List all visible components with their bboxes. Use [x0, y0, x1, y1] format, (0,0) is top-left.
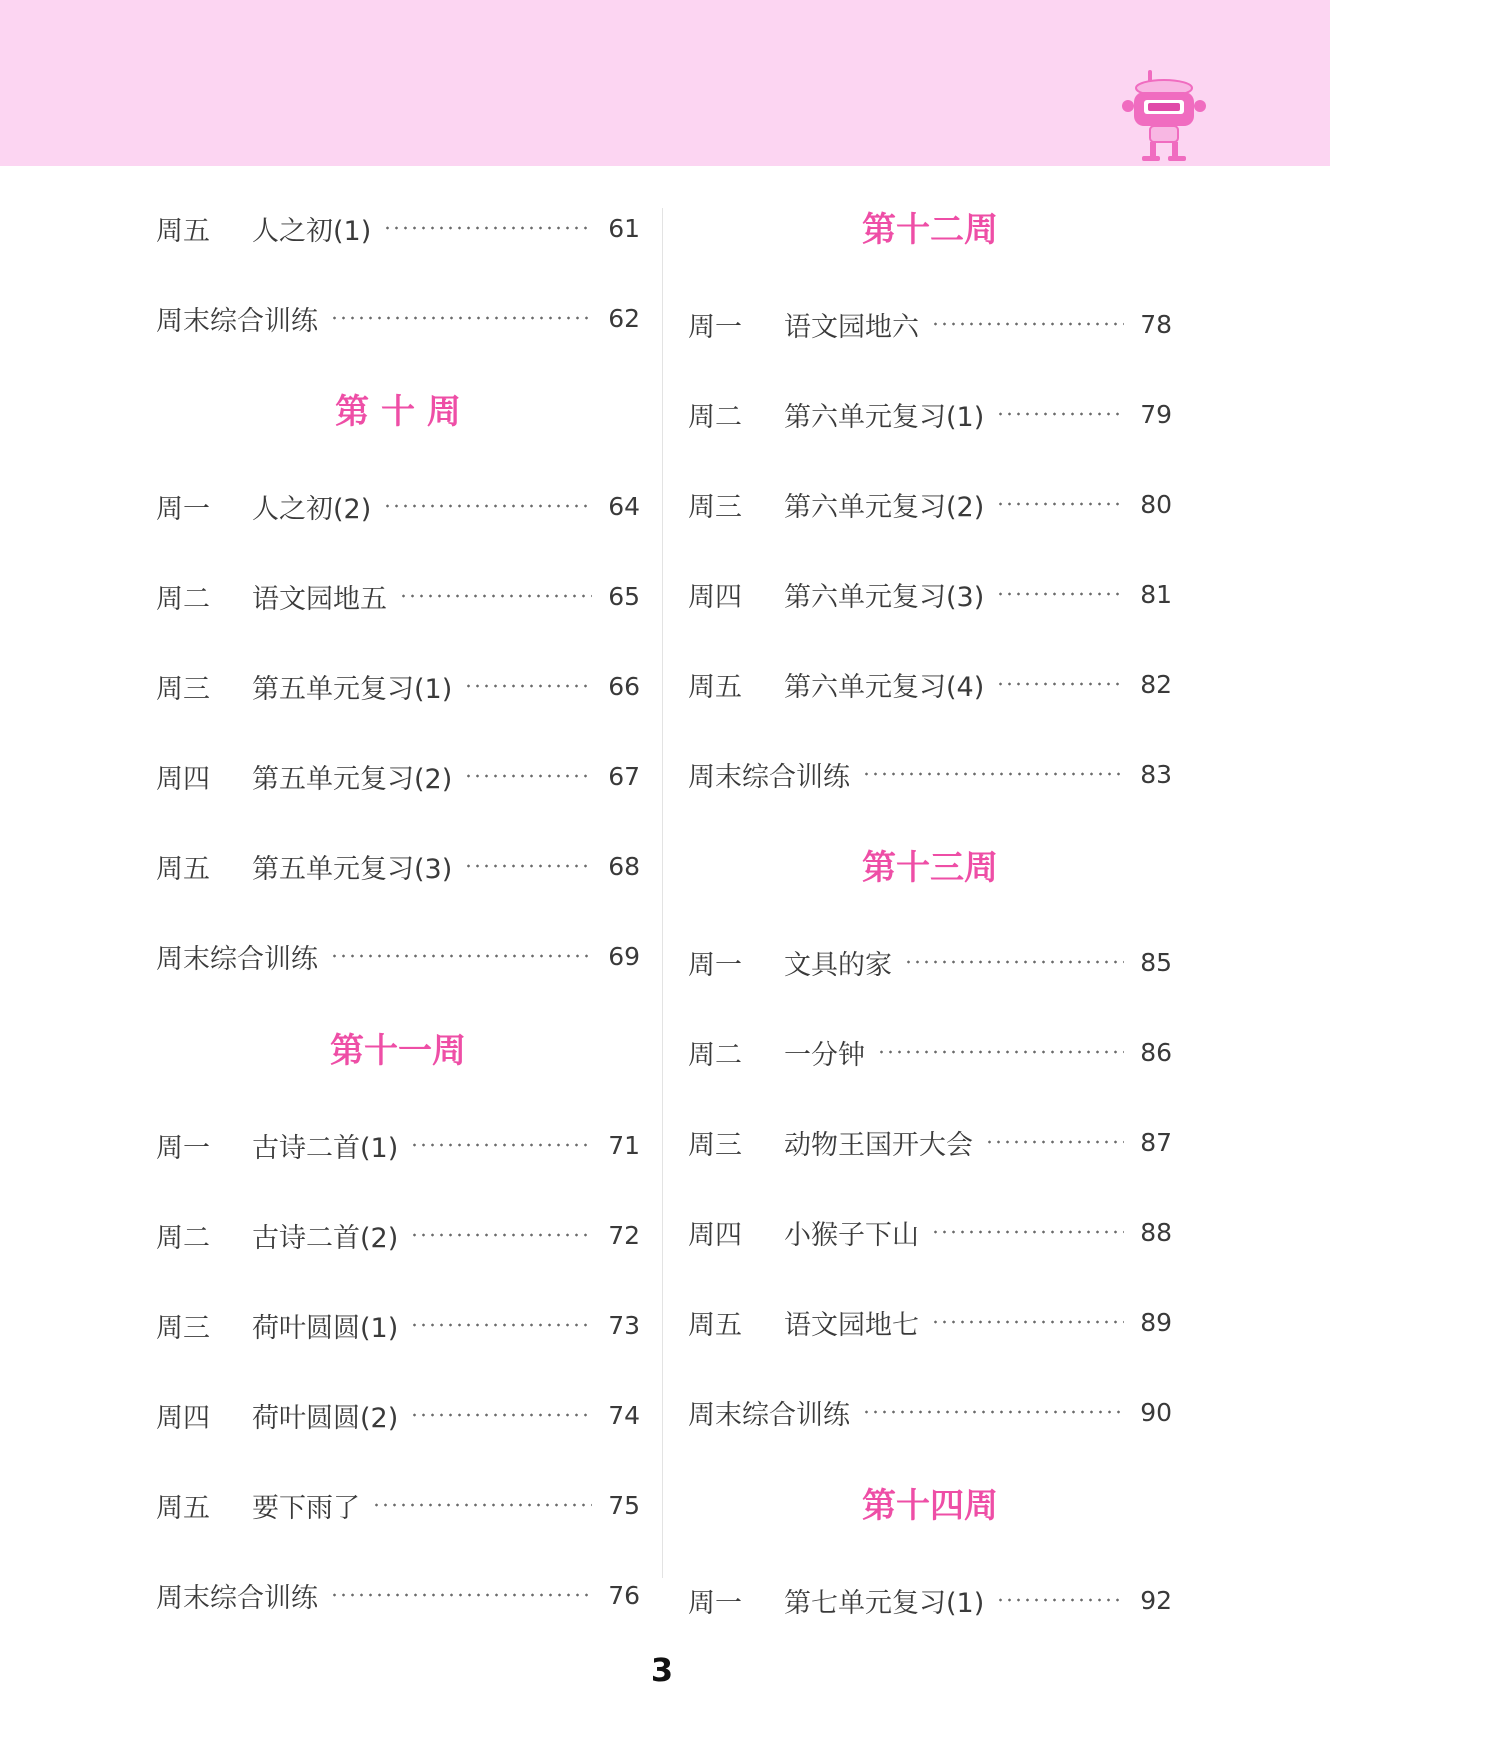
dot-leader	[464, 862, 592, 870]
toc-entry-page: 92	[1140, 1585, 1172, 1615]
toc-entry-page: 87	[1140, 1127, 1172, 1157]
toc-entry-title: 周末综合训练	[688, 1399, 850, 1431]
dot-leader	[996, 680, 1124, 688]
toc-entry-title: 古诗二首(1)	[252, 1132, 399, 1164]
toc-entry-page: 80	[1140, 489, 1172, 519]
toc-entry-page: 90	[1140, 1397, 1172, 1427]
dot-leader	[372, 1501, 592, 1509]
toc-entry-day: 周二	[156, 583, 210, 615]
toc-entry-day: 周四	[688, 581, 742, 613]
toc-entry-page: 66	[608, 671, 640, 701]
toc-entry-page: 86	[1140, 1037, 1172, 1067]
toc-entry[interactable]	[688, 1212, 1172, 1252]
column-divider	[662, 208, 663, 1578]
toc-entry-page: 71	[608, 1130, 640, 1160]
toc-entry[interactable]	[688, 304, 1172, 344]
dot-leader	[931, 1318, 1124, 1326]
toc-entry-page: 76	[608, 1580, 640, 1610]
toc-entry[interactable]	[688, 1392, 1172, 1432]
toc-entry-title: 古诗二首(2)	[252, 1222, 399, 1254]
toc-entry-page: 82	[1140, 669, 1172, 699]
dot-leader	[410, 1141, 592, 1149]
toc-entry-title: 第五单元复习(1)	[252, 673, 453, 705]
dot-leader	[985, 1138, 1124, 1146]
toc-entry[interactable]	[156, 1485, 640, 1525]
toc-entry-page: 79	[1140, 399, 1172, 429]
toc-entry[interactable]	[156, 1395, 640, 1435]
toc-entry[interactable]	[156, 208, 640, 248]
toc-entry-title: 第六单元复习(4)	[784, 671, 985, 703]
toc-entry[interactable]	[156, 486, 640, 526]
toc-entry-day: 周四	[156, 1402, 210, 1434]
week-heading: 第十一周	[330, 1031, 466, 1071]
toc-entry-page: 75	[608, 1490, 640, 1520]
toc-entry-title: 语文园地七	[784, 1309, 919, 1341]
toc-entry[interactable]	[688, 1302, 1172, 1342]
toc-entry-day: 周二	[156, 1222, 210, 1254]
toc-entry-page: 64	[608, 491, 640, 521]
toc-entry[interactable]	[688, 942, 1172, 982]
toc-entry-day: 周一	[688, 311, 742, 343]
dot-leader	[330, 952, 592, 960]
toc-entry-title: 小猴子下山	[784, 1219, 919, 1251]
toc-entry-title: 荷叶圆圆(2)	[252, 1402, 399, 1434]
toc-entry[interactable]	[688, 1122, 1172, 1162]
toc-entry[interactable]	[156, 666, 640, 706]
toc-entry-day: 周五	[688, 1309, 742, 1341]
toc-entry-title: 一分钟	[784, 1039, 865, 1071]
toc-entry-day: 周五	[156, 1492, 210, 1524]
week-heading: 第十二周	[862, 210, 998, 250]
toc-entry[interactable]	[688, 394, 1172, 434]
header-band	[0, 0, 1330, 166]
toc-entry-title: 动物王国开大会	[784, 1129, 973, 1161]
page-number: 3	[650, 1651, 674, 1689]
toc-entry-title: 要下雨了	[252, 1492, 360, 1524]
toc-entry-title: 周末综合训练	[688, 761, 850, 793]
toc-entry-title: 语文园地五	[252, 583, 387, 615]
toc-entry[interactable]	[688, 754, 1172, 794]
toc-entry-title: 周末综合训练	[156, 1582, 318, 1614]
toc-entry-title: 人之初(1)	[252, 215, 372, 247]
toc-entry-title: 语文园地六	[784, 311, 919, 343]
toc-entry[interactable]	[156, 1575, 640, 1615]
toc-entry-day: 周二	[688, 401, 742, 433]
toc-entry-page: 74	[608, 1400, 640, 1430]
toc-entry[interactable]	[156, 1305, 640, 1345]
toc-entry-page: 83	[1140, 759, 1172, 789]
dot-leader	[996, 1596, 1124, 1604]
dot-leader	[996, 500, 1124, 508]
toc-entry-page: 85	[1140, 947, 1172, 977]
toc-entry-day: 周五	[156, 853, 210, 885]
toc-entry-title: 周末综合训练	[156, 305, 318, 337]
toc-entry-title: 第六单元复习(2)	[784, 491, 985, 523]
toc-entry-title: 周末综合训练	[156, 943, 318, 975]
dot-leader	[904, 958, 1124, 966]
toc-entry-day: 周三	[156, 673, 210, 705]
dot-leader	[862, 770, 1124, 778]
toc-entry-day: 周一	[688, 1587, 742, 1619]
toc-entry[interactable]	[156, 1125, 640, 1165]
toc-entry-page: 78	[1140, 309, 1172, 339]
toc-entry-day: 周四	[688, 1219, 742, 1251]
toc-entry[interactable]	[688, 574, 1172, 614]
toc-entry-page: 67	[608, 761, 640, 791]
dot-leader	[464, 772, 592, 780]
toc-entry-page: 65	[608, 581, 640, 611]
toc-entry-day: 周二	[688, 1039, 742, 1071]
toc-entry-page: 81	[1140, 579, 1172, 609]
dot-leader	[877, 1048, 1124, 1056]
toc-entry-title: 第五单元复习(3)	[252, 853, 453, 885]
toc-entry[interactable]	[156, 298, 640, 338]
dot-leader	[464, 682, 592, 690]
toc-entry-title: 第七单元复习(1)	[784, 1587, 985, 1619]
toc-entry-page: 61	[608, 213, 640, 243]
week-heading: 第 十 周	[335, 392, 461, 432]
toc-entry[interactable]	[688, 484, 1172, 524]
toc-entry-page: 68	[608, 851, 640, 881]
toc-entry-page: 89	[1140, 1307, 1172, 1337]
dot-leader	[330, 314, 592, 322]
toc-entry-page: 72	[608, 1220, 640, 1250]
toc-entry-day: 周三	[688, 491, 742, 523]
toc-entry-title: 人之初(2)	[252, 493, 372, 525]
toc-entry[interactable]	[688, 1032, 1172, 1072]
toc-entry-day: 周四	[156, 763, 210, 795]
dot-leader	[931, 1228, 1124, 1236]
dot-leader	[410, 1231, 592, 1239]
toc-entry-title: 荷叶圆圆(1)	[252, 1312, 399, 1344]
dot-leader	[383, 502, 592, 510]
dot-leader	[931, 320, 1124, 328]
toc-entry[interactable]	[688, 1580, 1172, 1620]
toc-entry[interactable]	[688, 664, 1172, 704]
dot-leader	[399, 592, 592, 600]
toc-entry-day: 周五	[688, 671, 742, 703]
toc-entry-title: 文具的家	[784, 949, 892, 981]
toc-entry[interactable]	[156, 576, 640, 616]
toc-entry-page: 69	[608, 941, 640, 971]
toc-entry-title: 第五单元复习(2)	[252, 763, 453, 795]
robot-icon	[1122, 66, 1206, 164]
toc-entry-page: 88	[1140, 1217, 1172, 1247]
toc-entry-day: 周三	[688, 1129, 742, 1161]
toc-entry-day: 周五	[156, 215, 210, 247]
week-heading: 第十三周	[862, 848, 998, 888]
dot-leader	[410, 1321, 592, 1329]
dot-leader	[862, 1408, 1124, 1416]
toc-entry-day: 周一	[688, 949, 742, 981]
dot-leader	[996, 410, 1124, 418]
dot-leader	[383, 224, 592, 232]
toc-entry[interactable]	[156, 936, 640, 976]
toc-entry-day: 周三	[156, 1312, 210, 1344]
toc-entry-page: 73	[608, 1310, 640, 1340]
toc-entry[interactable]	[156, 846, 640, 886]
toc-entry[interactable]	[156, 756, 640, 796]
toc-entry-page: 62	[608, 303, 640, 333]
toc-entry[interactable]	[156, 1215, 640, 1255]
dot-leader	[410, 1411, 592, 1419]
toc-entry-title: 第六单元复习(3)	[784, 581, 985, 613]
toc-entry-day: 周一	[156, 493, 210, 525]
week-heading: 第十四周	[862, 1486, 998, 1526]
dot-leader	[330, 1591, 592, 1599]
dot-leader	[996, 590, 1124, 598]
toc-entry-title: 第六单元复习(1)	[784, 401, 985, 433]
toc-entry-day: 周一	[156, 1132, 210, 1164]
